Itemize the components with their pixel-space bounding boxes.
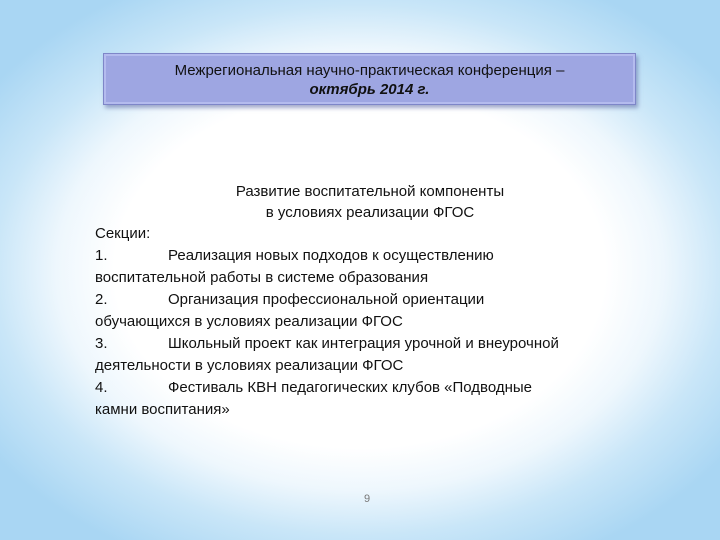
title-line-1: Развитие воспитательной компоненты <box>235 183 505 200</box>
section-text: Организация профессиональной ориентации <box>168 291 485 308</box>
section-number: 2. <box>95 291 108 308</box>
section-item-1-line-1 <box>95 245 655 267</box>
section-number: 4. <box>95 379 108 396</box>
section-number: 1. <box>95 247 108 264</box>
section-item-1-line-2: воспитательной работы в системе образования <box>95 269 429 286</box>
slide-title <box>160 181 580 223</box>
section-item-2-line-2: обучающихся в условиях реализации ФГОС <box>95 313 403 330</box>
header-line-2: октябрь 2014 г. <box>309 81 430 98</box>
section-item-3-line-1 <box>95 333 655 355</box>
section-text: Реализация новых подходов к осуществлению <box>168 247 494 264</box>
header-line-1: Межрегиональная научно-практическая конференция – <box>174 62 565 79</box>
section-item-3-line-2: деятельности в условиях реализации ФГОС <box>95 357 404 374</box>
section-text: Школьный проект как интеграция урочной и внеурочной <box>168 335 559 352</box>
conference-header-box <box>103 53 636 105</box>
section-text: Фестиваль КВН педагогических клубов «Подводные <box>168 379 533 396</box>
sections-label: Секции: <box>95 225 151 242</box>
sections-list <box>95 223 655 421</box>
title-line-2: в условиях реализации ФГОС <box>265 204 475 221</box>
section-number: 3. <box>95 335 108 352</box>
page-number: 9 <box>364 493 371 505</box>
section-item-2-line-1 <box>95 289 655 311</box>
section-item-4-line-2: камни воспитания» <box>95 401 230 418</box>
section-item-4-line-1 <box>95 377 655 399</box>
